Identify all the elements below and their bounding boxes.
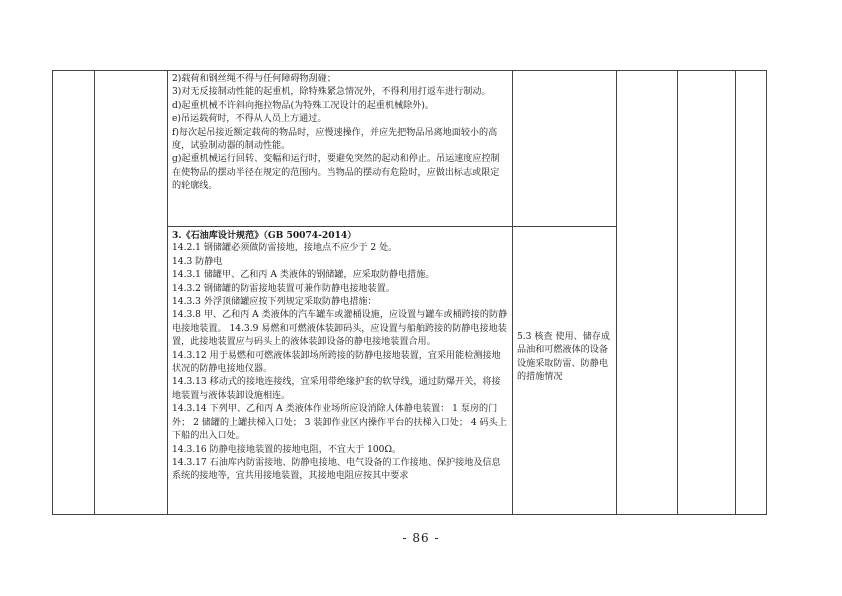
check-method-text: 5.3 核查 使用、储存成品油和可燃液体的设备设施采取防雷、防静电的措施情况 — [517, 332, 610, 383]
requirement-line: 14.3.8 甲、乙和丙 A 类液体的汽车罐车或灌桶设施，应设置与罐车或桶跨接的防静电接地装置。 14.3.9 易燃和可燃液体装卸码头，应设置与船舶跨接的防静电接地装置，此接地装置应与码头上的液体装卸设备的静电接地装置合用。 — [172, 310, 508, 348]
requirement-line: f)每次起吊接近额定载荷的物品时，应慢速操作，并应先把物品吊离地面较小的高度，试验制动器的制动性能。 — [172, 127, 498, 152]
table-row — [53, 71, 767, 227]
requirement-line: 14.3.16 防静电接地装置的接地电阻，不宜大于 100Ω。 — [172, 444, 402, 455]
requirement-line: g)起重机械运行回转、变幅和运行时，要避免突然的起动和停止。吊运速度应控制在使物品的摆动半径在规定的范围内。当物品的摆动有危险时，应做出标志或限定的轮廓线。 — [172, 154, 500, 192]
requirement-line: 14.3.13 移动式的接地连接线，宜采用带绝缘护套的软导线，通过防爆开关，将接地装置与液体装卸设施相连。 — [172, 377, 501, 401]
requirement-line: 2)载荷和钢丝绳不得与任何障碍物刮碰； — [172, 74, 336, 84]
requirement-line: 14.3.1 储罐甲、乙和丙 A 类液体的钢储罐，应采取防静电措施。 — [172, 270, 435, 281]
requirement-cell-oil-depot — [168, 227, 513, 515]
check-method-cell — [513, 227, 617, 515]
table-cell-index — [53, 71, 95, 515]
requirement-line: 14.3.2 钢储罐的防雷接地装置可兼作防静电接地装置。 — [172, 283, 395, 294]
requirement-line: 14.3.17 石油库内防雷接地、防静电接地、电气设备的工作接地、保护接地及信息系统的接地等，宜共用接地装置，其接地电阻应按其中要求 — [172, 457, 501, 482]
requirement-line: d)起重机械不许斜向拖拉物品(为特殊工况设计的起重机械除外)。 — [172, 100, 434, 111]
inspection-table — [52, 70, 767, 515]
table-cell-remark — [736, 71, 767, 515]
table-cell-score — [678, 71, 736, 515]
table-cell-result — [617, 71, 678, 515]
standard-title: 3.《石油库设计规范》（GB 50074-2014） — [172, 230, 357, 241]
requirement-line: 14.3.3 外浮顶储罐应按下列规定采取防静电措施： — [172, 297, 377, 308]
requirement-line: 14.3.14 下列甲、乙和丙 A 类液体作业场所应设消除人体静电装置： 1 泵房的门外； 2 储罐的上罐扶梯入口处； 3 装卸作业区内操作平台的扶梯入口处； 4 码头上下船的出入口处。 — [172, 404, 507, 442]
requirement-line: 3)对无反接制动性能的起重机，除特殊紧急情况外，不得利用打返车进行制动。 — [172, 87, 491, 98]
requirement-line: e)吊运载荷时，不得从人员上方通过。 — [172, 114, 327, 125]
requirement-line: 14.3.12 用于易燃和可燃液体装卸场所跨接的防静电接地装置，宜采用能检测接地状况的防静电接地仪器。 — [172, 350, 501, 375]
requirement-line: 14.2.1 钢储罐必须做防雷接地，接地点不应少于 2 处。 — [172, 243, 398, 254]
table-cell-check-empty — [513, 71, 617, 227]
page-number: - 86 - — [402, 531, 440, 545]
table-cell-item — [95, 71, 168, 515]
requirement-line: 14.3 防静电 — [172, 256, 223, 267]
requirement-cell-crane — [168, 71, 513, 227]
